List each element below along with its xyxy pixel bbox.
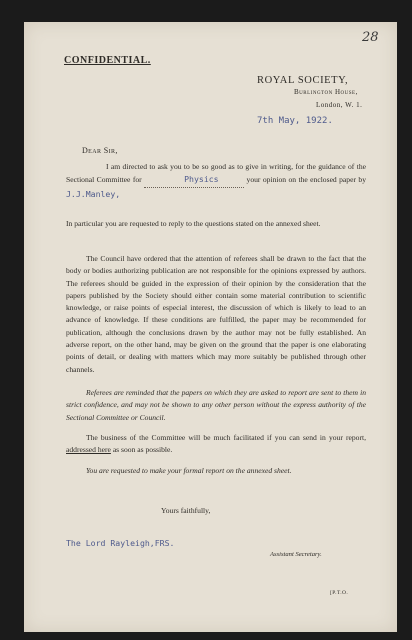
reminder-text: Referees are reminded that the papers on which they are asked to report are sent to them in strict confidence, and may not be shown to any other person without the express authority of the Sectional Committee or Council. (66, 388, 366, 422)
paper-author: J.J.Manley, (66, 188, 121, 199)
business-text-part1: The business of the Committee will be much facilitated if you can send in your report, (86, 433, 366, 442)
formal-paragraph (86, 465, 366, 477)
page-number: 28 (362, 30, 379, 45)
society-name: ROYAL SOCIETY, (257, 75, 349, 86)
pto-note: [P.T.O. (330, 590, 349, 596)
letter-date: 7th May, 1922. (257, 116, 333, 126)
intro-paragraph (66, 161, 366, 201)
intro-text-part1: I am directed to ask you to be so good as to give in writing, for the guidance of the Sectional Committee for (66, 162, 366, 185)
letter-sheet (24, 22, 397, 632)
formal-text: You are requested to make your formal report on the annexed sheet. (86, 466, 292, 475)
society-address-line2: London, W. 1. (316, 101, 363, 109)
questions-paragraph (66, 218, 366, 230)
business-text-part2: as soon as possible. (112, 445, 173, 455)
intro-text-part2: your opinion on the enclosed paper by (246, 175, 367, 185)
business-paragraph (66, 432, 366, 457)
confidential-label: CONFIDENTIAL. (64, 55, 151, 66)
committee-field (144, 173, 244, 187)
business-underlined: addressed here (66, 445, 111, 455)
council-text: The Council have ordered that the attention of referees shall be drawn to the fact that the body or bodies authorizing publication are not responsible for the opinions expressed by authors. The referees should be guided in the expression of their opinion by the consideration that the papers published by the Society should either contain some material contribution to scientific knowledge, or raise points of especial interest, the discussion of which is likely to lead to an advance of knowledge. If these conditions are fulfilled, the paper may be recommended for publication, although the conclusions drawn by the author may not be fully established. An adverse report, on the other hand, may be given on the ground that the paper is one elaborating points of detail, or dealing with matters which may more suitably be published through other channels. (66, 254, 366, 374)
signoff: Yours faithfully, (161, 506, 211, 515)
assistant-secretary-title: Assistant Secretary. (270, 551, 322, 558)
society-address-line1: Burlington House, (294, 88, 358, 96)
committee-name: Physics (184, 174, 219, 185)
addressee: The Lord Rayleigh,FRS. (66, 538, 175, 548)
council-paragraph (66, 253, 366, 376)
salutation: Dear Sir, (82, 146, 118, 155)
reminder-paragraph (66, 387, 366, 424)
questions-text: In particular you are requested to reply to the questions stated on the annexed sheet. (66, 219, 321, 228)
